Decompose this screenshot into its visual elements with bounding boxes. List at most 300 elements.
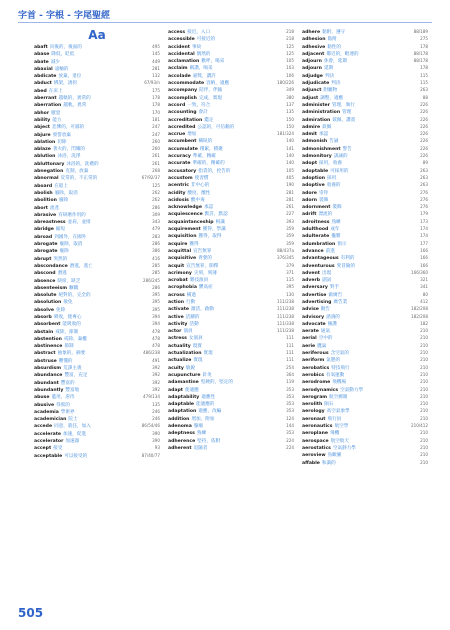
entry-definition: 貪婪的	[198, 256, 212, 262]
entry-word: abrogate	[34, 242, 58, 248]
entry-page-ref: 246	[152, 416, 160, 422]
entry-word: addition	[168, 416, 190, 422]
entry-word: accusatory	[168, 168, 197, 174]
dictionary-entry	[168, 159, 294, 166]
entry-definition: 向後的，後面的	[49, 45, 82, 50]
entry-definition: 實現	[203, 351, 213, 357]
dictionary-entry	[302, 145, 428, 152]
dictionary-entry	[168, 57, 294, 64]
dictionary-entry	[302, 72, 428, 79]
dictionary-entry	[168, 437, 294, 444]
entry-definition: 在床上	[48, 88, 63, 94]
entry-page-ref: 125	[286, 50, 294, 56]
entry-word: adhere	[302, 30, 321, 35]
entry-word: advertising	[302, 299, 332, 305]
entry-word: adjourn	[302, 66, 322, 72]
entry-word: accumulate	[168, 146, 198, 152]
entry-word: abort	[34, 205, 49, 211]
entry-word: acquiescence	[168, 212, 203, 218]
entry-definition: 豐富的	[60, 380, 75, 386]
entry-definition: 實現	[193, 358, 203, 364]
dictionary-entry	[34, 116, 160, 123]
entry-page-ref: 87/40/77	[141, 452, 160, 458]
entry-definition: 容納，適應	[206, 81, 230, 87]
entry-page-ref: 224	[286, 437, 294, 443]
dictionary-entry	[302, 429, 428, 436]
entry-definition: 激活，啟動	[191, 307, 214, 313]
entry-word: adaptable	[168, 402, 195, 408]
dictionary-entry	[34, 364, 160, 371]
dictionary-entry	[302, 130, 428, 137]
entry-word: abscondance	[34, 263, 68, 269]
dictionary-entry	[34, 233, 160, 240]
entry-page-ref: 210	[420, 328, 428, 334]
entry-word: acquire	[168, 241, 188, 247]
entry-word: admit	[302, 132, 317, 138]
dictionary-entry	[168, 137, 294, 144]
entry-word: abhor	[34, 110, 50, 116]
entry-page-ref: 88	[422, 94, 428, 100]
dictionary-entry	[168, 400, 294, 407]
entry-page-ref: 210	[420, 364, 428, 370]
dictionary-entry	[168, 64, 294, 71]
entry-definition: 空氣靜力學	[332, 445, 356, 451]
entry-page-ref: 210	[420, 415, 428, 421]
entry-definition: 克制，放棄	[65, 169, 89, 175]
entry-page-ref: 135	[152, 401, 160, 407]
entry-page-ref: 111	[286, 350, 294, 356]
dictionary-entry	[168, 108, 294, 115]
entry-word: adulthood	[302, 227, 329, 233]
entry-definition: 會計	[198, 110, 208, 116]
entry-word: abase	[34, 52, 50, 58]
entry-page-ref: 392	[152, 365, 160, 371]
dictionary-entry	[302, 28, 428, 35]
dictionary-entry	[302, 459, 428, 466]
entry-word: abstention	[34, 336, 62, 342]
entry-word: academia	[34, 409, 59, 415]
dictionary-entry	[168, 43, 294, 50]
entry-definition: 出現	[321, 270, 332, 276]
entry-definition: 特技飛行	[331, 365, 350, 371]
entry-page-ref: 395	[152, 299, 160, 305]
entry-page-ref: 386	[152, 248, 160, 254]
entry-page-ref: 286	[152, 284, 160, 290]
entry-definition: 女演員	[188, 336, 203, 342]
entry-page-ref: 226	[420, 145, 428, 151]
entry-page-ref: 88/178	[413, 58, 428, 64]
entry-definition: 越軌，異常	[63, 103, 87, 109]
entry-definition: 通氣	[320, 329, 331, 335]
entry-page-ref: 182/208	[410, 306, 428, 312]
dictionary-entry	[168, 283, 294, 290]
entry-page-ref: 150	[286, 123, 294, 129]
entry-definition: 管理	[342, 110, 352, 116]
entry-word: accounting	[168, 110, 197, 116]
entry-definition: 潛逃，逃亡	[69, 263, 93, 269]
entry-definition: 增加，附加	[191, 416, 215, 422]
entry-page-ref: 286/245	[142, 277, 160, 283]
entry-word: advisory	[302, 314, 325, 320]
entry-page-ref: 394	[152, 321, 160, 327]
entry-definition: 廢除，取消	[59, 242, 83, 248]
dictionary-entry	[168, 86, 294, 93]
entry-page-ref: 486/238	[142, 350, 160, 356]
entry-page-ref: 226	[420, 123, 428, 129]
entry-word: abstract	[34, 351, 56, 357]
entry-definition: 能吸收的	[62, 322, 81, 328]
entry-word: adherent	[168, 445, 192, 451]
entry-page-ref: 281	[286, 196, 294, 202]
entry-word: aerie	[302, 343, 316, 349]
entry-page-ref: 166	[420, 255, 428, 261]
entry-definition: 遠軸的	[54, 66, 69, 72]
entry-page-ref: 125	[286, 43, 294, 49]
entry-word: abluttonary	[34, 161, 65, 167]
dictionary-entry	[302, 203, 428, 210]
dictionary-entry	[302, 86, 428, 93]
dictionary-entry	[168, 167, 294, 174]
entry-page-ref: 285	[152, 270, 160, 276]
entry-page-ref: 67/92/37	[141, 175, 160, 181]
dictionary-entry	[168, 364, 294, 371]
entry-definition: 廢除	[58, 198, 69, 204]
entry-page-ref: 111/238	[276, 328, 294, 334]
dictionary-entry	[302, 313, 428, 320]
entry-page-ref: 174	[420, 226, 428, 232]
entry-definition: 獲得，取得	[198, 234, 222, 240]
entry-page-ref: 495	[152, 44, 160, 49]
entry-page-ref: 178	[152, 95, 160, 101]
entry-page-ref: 390	[152, 430, 160, 436]
entry-page-ref: 392	[152, 379, 160, 385]
dictionary-entry	[34, 342, 160, 349]
entry-page-ref: 135	[286, 109, 294, 115]
entry-definition: 酸中毒	[190, 197, 205, 203]
entry-word: ablaze	[34, 147, 51, 153]
entry-definition: 黏附，遵守	[322, 30, 346, 35]
dictionary-entry	[34, 415, 160, 422]
dictionary-entry	[302, 320, 428, 327]
entry-page-ref: 88/189	[413, 29, 428, 34]
entry-page-ref: 218	[286, 36, 294, 42]
entry-definition: 航空郵簡	[329, 394, 348, 400]
entry-definition: 敏銳	[185, 365, 196, 371]
entry-word: abnegation	[34, 169, 64, 175]
entry-page-ref: 263	[420, 87, 428, 93]
dictionary-entry	[34, 196, 160, 203]
dictionary-entry	[302, 415, 428, 422]
dictionary-entry	[168, 254, 294, 261]
dictionary-entry	[168, 101, 294, 108]
entry-word: accompany	[168, 88, 198, 94]
dictionary-entry	[302, 181, 428, 188]
entry-word: advertise	[302, 292, 327, 298]
entry-definition: 指責的，控告的	[198, 168, 231, 174]
entry-page-ref: 226	[420, 109, 428, 115]
entry-word: abate	[34, 59, 49, 65]
entry-word: ablution	[34, 154, 56, 160]
entry-word: acrophobia	[168, 285, 197, 291]
dictionary-entry	[34, 131, 160, 138]
entry-word: abaft	[34, 45, 48, 50]
entry-definition: 黏性的	[327, 44, 341, 50]
dictionary-entry	[168, 145, 294, 152]
entry-word: acuity	[168, 365, 184, 371]
entry-page-ref: 392	[152, 372, 160, 378]
entry-definition: 廣告業	[333, 299, 348, 305]
entry-word: absorbent	[34, 322, 61, 328]
entry-page-ref: 174	[420, 233, 428, 239]
entry-definition: 獲得	[189, 241, 199, 247]
entry-page-ref: 359	[286, 233, 294, 239]
entry-word: across	[168, 292, 185, 298]
entry-word: adjudicate	[302, 81, 330, 87]
entry-definition: 熟練	[331, 219, 341, 225]
entry-page-ref: 190	[286, 182, 294, 188]
dictionary-entry	[34, 87, 160, 94]
entry-definition: 著火的，閃耀的	[52, 147, 86, 153]
entry-word: aerogram	[302, 394, 328, 400]
entry-word: adjunct	[302, 88, 322, 94]
entry-word: advocate	[302, 321, 326, 327]
entry-word: accidental	[168, 51, 195, 57]
entry-definition: 廢除，取消	[54, 190, 78, 196]
dictionary-entry	[168, 422, 294, 429]
entry-word: abolish	[34, 190, 53, 196]
dictionary-entry	[168, 298, 294, 305]
dictionary-entry	[302, 210, 428, 217]
dictionary-entry	[34, 393, 160, 400]
entry-word: abed	[34, 88, 47, 94]
entry-page-ref: 180/226	[276, 80, 294, 86]
entry-page-ref: 349	[286, 87, 294, 93]
dictionary-entry	[168, 305, 294, 312]
dictionary-entry	[168, 123, 294, 130]
entry-page-ref: 276	[420, 189, 428, 195]
entry-definition: 院士	[68, 417, 78, 423]
dictionary-entry	[34, 123, 160, 130]
entry-page-ref: 111/238	[276, 298, 294, 304]
entry-page-ref: 395	[152, 306, 160, 312]
dictionary-entry	[302, 386, 428, 393]
entry-page-ref: 262	[152, 189, 160, 195]
entry-page-ref: 261	[286, 204, 294, 210]
entry-word: acquisition	[168, 234, 197, 240]
entry-page-ref: 353	[286, 386, 294, 392]
entry-page-ref: 105	[286, 167, 294, 173]
entry-word: adorn	[302, 197, 318, 203]
entry-definition: 豐富，充足	[64, 373, 88, 379]
entry-word: adrift	[302, 212, 317, 218]
entry-page-ref: 262	[152, 197, 160, 203]
entry-word: adhesion	[302, 37, 326, 43]
entry-definition: 切除	[57, 139, 67, 145]
entry-definition: 腺瘤	[193, 424, 204, 430]
dictionary-entry	[302, 378, 428, 385]
dictionary-entry	[34, 211, 160, 218]
entry-page-ref: 140	[286, 160, 294, 166]
entry-definition: 適應，改編	[198, 409, 222, 415]
entry-definition: 諮詢的	[326, 314, 340, 320]
entry-word: accrue	[168, 132, 186, 138]
entry-word: advantageous	[302, 256, 339, 262]
entry-definition: 濫用，虐待	[51, 395, 75, 401]
entry-definition: 崇拜	[318, 190, 329, 196]
entry-definition: 鷹巢	[317, 343, 327, 349]
entry-word: adoptable	[302, 168, 329, 174]
entry-definition: 嘉獎，讚許	[192, 73, 216, 79]
entry-word: aerodynamics	[302, 387, 339, 393]
entry-definition: 採用	[327, 175, 337, 181]
entry-definition: 有研磨作用的	[58, 212, 86, 218]
entry-page-ref: 353	[286, 430, 294, 436]
dictionary-entry	[302, 79, 428, 86]
entry-definition: 厭惡	[51, 110, 61, 116]
dictionary-entry	[302, 356, 428, 363]
entry-definition: 流產	[50, 205, 60, 211]
entry-definition: 縮短	[55, 227, 66, 233]
entry-definition: 難懂的	[58, 358, 73, 364]
entry-definition: 適應性	[201, 394, 216, 400]
entry-definition: 歡呼，喝采	[201, 59, 225, 65]
entry-word: adhesive	[302, 44, 326, 50]
entry-page-ref: 88/178	[413, 50, 428, 56]
dictionary-entry	[168, 174, 294, 181]
entry-definition: 高空氣象學	[326, 409, 350, 415]
entry-page-ref: 210	[420, 437, 428, 443]
entry-page-ref: 210	[420, 444, 428, 450]
entry-page-ref: 166	[420, 247, 428, 253]
dictionary-entry	[34, 152, 160, 159]
dictionary-entry	[302, 364, 428, 371]
entry-word: adumbration	[302, 241, 336, 247]
entry-definition: 演員	[183, 329, 193, 335]
entry-page-ref: 359	[286, 226, 294, 232]
entry-word: absenteeism	[34, 285, 68, 291]
dictionary-entry	[34, 452, 160, 459]
entry-page-ref: 210	[420, 408, 428, 414]
dictionary-entry	[302, 342, 428, 349]
entry-word: accommodate	[168, 81, 205, 87]
dictionary-entry	[34, 189, 160, 196]
entry-page-ref: 144	[286, 423, 294, 429]
dictionary-entry	[34, 422, 160, 429]
entry-page-ref: 88/437a	[277, 247, 294, 253]
dictionary-entry	[168, 407, 294, 414]
entry-page-ref: 261	[152, 160, 160, 166]
entry-word: aerate	[302, 329, 319, 335]
entry-word: accumbent	[168, 139, 197, 145]
dictionary-entry	[34, 371, 160, 378]
entry-definition: 在船上	[54, 183, 68, 189]
entry-word: adopt	[302, 161, 318, 167]
dictionary-entry	[168, 269, 294, 276]
entry-definition: 並肩，並排	[67, 220, 91, 226]
entry-page-ref: 491	[152, 357, 160, 363]
entry-word: acentric	[168, 183, 189, 189]
entry-page-ref: 380	[286, 94, 294, 100]
entry-definition: 飛行員	[327, 416, 342, 422]
dictionary-entry	[34, 277, 160, 284]
page-number: 505	[18, 606, 44, 620]
entry-word: acidity	[168, 190, 186, 196]
entry-word: admiration	[302, 117, 331, 123]
entry-word: abduct	[34, 81, 52, 87]
entry-word: absence	[34, 278, 56, 284]
dictionary-entry	[302, 35, 428, 42]
entry-definition: 預示	[337, 241, 347, 247]
entry-definition: 赦免	[63, 300, 73, 306]
dictionary-entry	[34, 437, 160, 444]
entry-page-ref: 286	[152, 204, 160, 210]
dictionary-entry	[168, 240, 294, 247]
entry-word: aboard	[34, 183, 53, 189]
entry-definition: 使適應	[184, 387, 199, 393]
entry-word: admonish	[302, 139, 328, 145]
entry-definition: 活躍的	[185, 314, 200, 320]
dictionary-entry	[168, 262, 294, 269]
entry-word: adherence	[168, 438, 196, 444]
entry-word: accede	[34, 424, 53, 430]
entry-word: acrimony	[168, 270, 192, 276]
entry-page-ref: 115	[420, 80, 428, 86]
entry-word: abrogate	[34, 249, 58, 255]
entry-definition: 隕石	[324, 402, 334, 408]
entry-definition: 承認	[203, 205, 214, 211]
dictionary-entry	[302, 254, 428, 261]
dictionary-entry	[302, 393, 428, 400]
entry-definition: 延期	[323, 66, 334, 72]
entry-word: abrupt	[34, 256, 52, 262]
entry-definition: 熟練	[196, 431, 207, 437]
entry-definition: 學術界	[60, 409, 75, 415]
dictionary-entry	[302, 291, 428, 298]
entry-word: admonitory	[302, 154, 332, 160]
entry-definition: 荒謬主義	[63, 366, 82, 372]
dictionary-entry	[34, 218, 160, 225]
entry-page-ref: 227	[286, 211, 294, 217]
dictionary-entry	[168, 356, 294, 363]
entry-word: aerology	[302, 409, 325, 415]
entry-page-ref: 276	[420, 204, 428, 210]
dictionary-entry	[168, 152, 294, 159]
entry-page-ref: 106	[286, 72, 294, 78]
entry-definition: 潛逃	[57, 271, 67, 277]
dictionary-entry	[168, 196, 294, 203]
entry-page-ref: 210	[420, 379, 428, 385]
entry-page-ref: 140	[286, 138, 294, 144]
dictionary-entry	[302, 371, 428, 378]
entry-page-ref: 210	[420, 342, 428, 348]
entry-page-ref: 260	[152, 146, 160, 152]
entry-definition: 突然的	[53, 256, 68, 262]
dictionary-entry	[302, 451, 428, 458]
entry-word: adore	[302, 190, 317, 196]
entry-word: accurate	[168, 161, 191, 167]
entry-word: actor	[168, 329, 182, 335]
entry-page-ref: 210	[420, 393, 428, 399]
entry-definition: 堅硬的，堅定的	[200, 380, 233, 386]
entry-definition: 懼高症	[198, 285, 213, 291]
entry-page-ref: 105	[286, 58, 294, 64]
dictionary-entry	[34, 444, 160, 451]
entry-definition: 降低，貶低	[51, 52, 75, 58]
entry-definition: 越軌的，異常的	[58, 96, 91, 102]
entry-page-ref: 210	[420, 459, 428, 465]
dictionary-entry	[168, 72, 294, 79]
entry-page-ref: 394	[152, 313, 160, 319]
